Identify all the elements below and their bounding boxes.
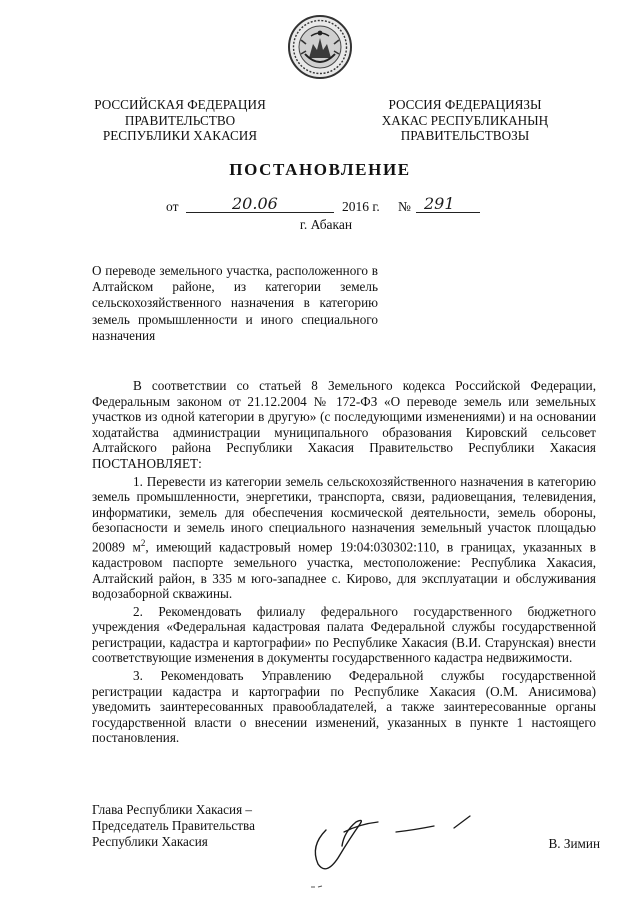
header-right-block [370,97,560,144]
document-subject: О переводе земельного участка, расположенного в Алтайском районе, из категории земель сельскохозяйственного назначения в категорию земель промышленности и иного специального назначения [92,263,378,343]
scan-speck [310,884,324,890]
signatory-position [92,802,292,851]
date-from-label: от [166,199,179,214]
coat-of-arms-icon [287,14,353,80]
item-1-text-continued: , имеющий кадастровый номер 19:04:030302:110, в границах, указанных в кадастровом паспорте земельного участка, местоположение: Республика Хакасия, Алтайский район, в 335 м юго-западнее с. Кирово, для эксплуатации и обслуживания водозаборной скважины. [92,539,596,602]
header-left-block [86,97,274,144]
signatory-position-line: Председатель Правительства [92,818,255,834]
document-title: ПОСТАНОВЛЕНИЕ [229,160,411,179]
date-underline [186,195,334,213]
document-body [92,378,596,748]
signatory-position-line: Глава Республики Хакасия – [92,802,253,817]
square-meter-superscript: 2 [140,537,146,548]
header-right-line: РОССИЯ ФЕДЕРАЦИЯЗЫ [388,97,542,112]
number-label: № [398,199,411,214]
signatory-name: В. Зимин [548,836,600,851]
header-right-line: ПРАВИТЕЛЬСТВОЗЫ [400,128,530,144]
header-right-line: ХАКАС РЕСПУБЛИКАНЫҢ [381,112,549,128]
date-number-line [166,195,486,217]
signatory-position-line: Республики Хакасия [92,834,208,850]
number-underline [416,195,480,213]
handwritten-number: 291 [424,194,455,213]
body-item-2: 2. Рекомендовать филиалу федерального государственного бюджетного учреждения «Федеральная кадастровая палата Федеральной службы государственной регистрации, кадастра и картографии» по Республике Хакасия (В.И. Старунская) внести соответствующие изменения в документы государственного кадастра недвижимости. [92,603,596,666]
handwritten-signature [304,802,484,882]
item-1-text: 1. Перевести из категории земель сельскохозяйственного назначения в категорию земель промышленности, энергетики, транспорта, связи, радиовещания, телевидения, информатики, земель для обеспечения космической деятельности, земель обороны, безопасности и земель иного специального назначения земельный участок площадью 20089 м [92,473,596,555]
handwritten-date: 20.06 [232,194,278,213]
body-item-3: 3. Рекомендовать Управлению Федеральной службы государственной регистрации кадастра и картографии по Республике Хакасия (О.М. Анисимова) уведомить заинтересованных правообладателей, а также заинтересованные органы государственной власти о внесении изменений, указанных в пункте 1 настоящего постановления. [92,668,596,746]
date-year: 2016 г. [342,199,380,214]
header-left-line: ПРАВИТЕЛЬСТВО [124,112,236,128]
header-left-line: РОССИЙСКАЯ ФЕДЕРАЦИЯ [94,97,266,112]
body-intro-paragraph: В соответствии со статьей 8 Земельного кодекса Российской Федерации, Федеральным законом от 21.12.2004 № 172-ФЗ «О переводе земель или земельных участков из одной категории в другую» (с последующими изменениями) и на основании ходатайства администрации муниципального образования Кировский сельсовет Алтайского района Республики Хакасия Правительство Республики Хакасия ПОСТАНОВЛЯЕТ: [92,378,596,471]
header-left-line: РЕСПУБЛИКИ ХАКАСИЯ [102,128,258,144]
city-label: г. Абакан [299,217,353,232]
body-item-1 [92,474,596,602]
